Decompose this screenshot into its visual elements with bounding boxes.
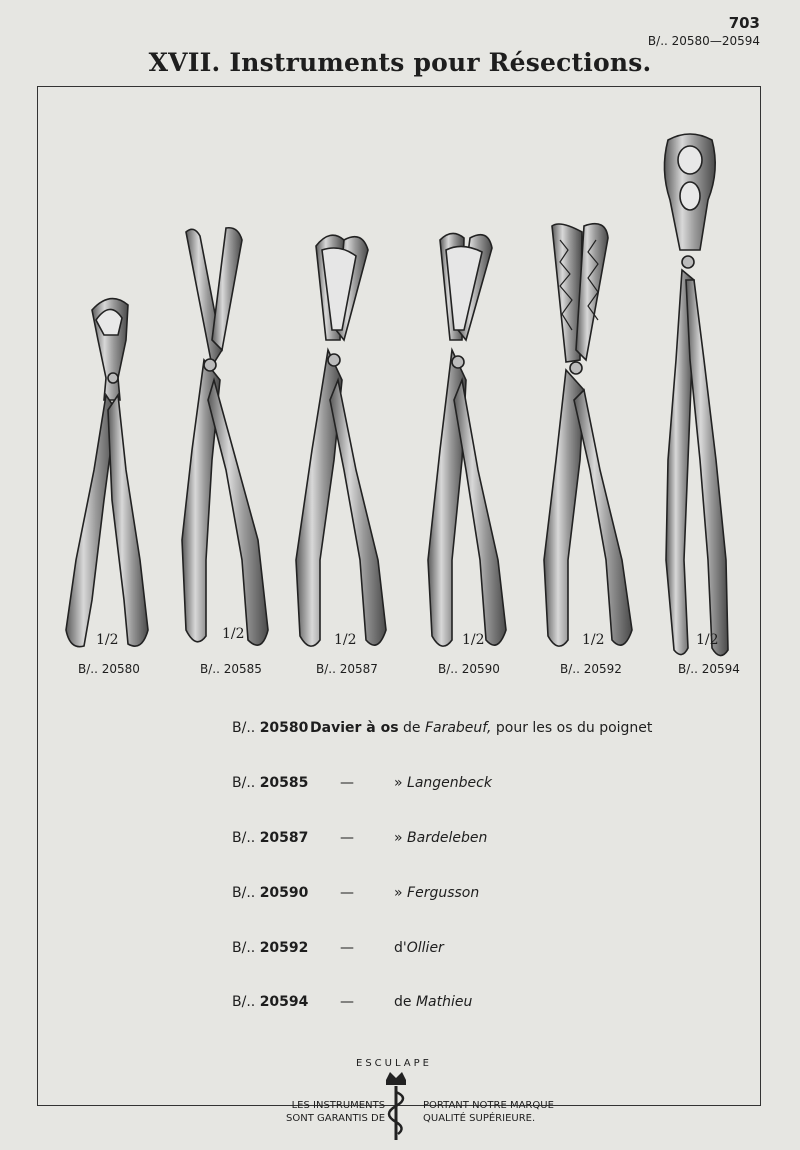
item-author: Farabeuf, bbox=[424, 720, 492, 736]
item-author: Ollier bbox=[406, 940, 444, 956]
ditto-prefix: d' bbox=[394, 940, 407, 956]
instrument-20594 bbox=[664, 134, 728, 656]
ditto-prefix: » bbox=[394, 775, 403, 791]
footer-left-line2: SONT GARANTIS DE bbox=[286, 1113, 386, 1124]
ditto-dash: — bbox=[340, 994, 354, 1010]
ditto-prefix: » bbox=[394, 830, 403, 846]
item-description: pour les os du poignet bbox=[495, 720, 653, 736]
ditto-dash: — bbox=[340, 940, 354, 956]
footer-right bbox=[423, 1099, 554, 1125]
instrument-20590 bbox=[428, 233, 506, 646]
code-prefix: B/.. bbox=[232, 830, 256, 846]
code-number: 20587 bbox=[259, 830, 309, 846]
caption-20585: B/.. 20585 bbox=[200, 662, 262, 676]
caption-20587: B/.. 20587 bbox=[316, 662, 378, 676]
code-prefix: B/.. bbox=[232, 885, 256, 901]
code-number: 20594 bbox=[259, 994, 309, 1010]
item-author: Bardeleben bbox=[407, 830, 488, 846]
code-prefix: B/.. bbox=[232, 994, 256, 1010]
code-prefix: B/.. bbox=[232, 720, 256, 736]
scale-label-20594: 1/2 bbox=[696, 632, 719, 648]
instrument-20592 bbox=[544, 224, 632, 646]
code-number: 20590 bbox=[259, 885, 309, 901]
code-number: 20580 bbox=[259, 720, 309, 736]
item-title: Davier à os bbox=[310, 720, 399, 736]
footer-right-line1: PORTANT NOTRE MARQUE bbox=[423, 1100, 554, 1111]
scale-label-20580: 1/2 bbox=[96, 632, 119, 648]
code-prefix: B/.. bbox=[232, 940, 256, 956]
caption-20592: B/.. 20592 bbox=[560, 662, 622, 676]
ditto-dash: — bbox=[340, 885, 354, 901]
page-title: XVII. Instruments pour Résections. bbox=[148, 48, 652, 77]
scale-label-20585: 1/2 bbox=[222, 626, 245, 642]
item-author: Langenbeck bbox=[407, 775, 492, 791]
footer-right-line2: QUALITÉ SUPÉRIEURE. bbox=[423, 1113, 536, 1124]
brand-name: ESCULAPE bbox=[356, 1058, 432, 1069]
scale-label-20587: 1/2 bbox=[334, 632, 357, 648]
ditto-dash: — bbox=[340, 775, 354, 791]
caption-20594: B/.. 20594 bbox=[678, 662, 740, 676]
ditto-dash: — bbox=[340, 830, 354, 846]
footer-left bbox=[286, 1099, 385, 1125]
scale-label-20592: 1/2 bbox=[582, 632, 605, 648]
caption-20590: B/.. 20590 bbox=[438, 662, 500, 676]
item-de: de bbox=[403, 720, 421, 736]
footer-left-line1: LES INSTRUMENTS bbox=[291, 1100, 386, 1111]
code-number: 20592 bbox=[259, 940, 309, 956]
code-number: 20585 bbox=[259, 775, 309, 791]
instrument-20587 bbox=[296, 235, 386, 646]
instrument-20580 bbox=[66, 299, 148, 647]
caption-20580: B/.. 20580 bbox=[78, 662, 140, 676]
item-author: Mathieu bbox=[415, 994, 473, 1010]
code-prefix: B/.. bbox=[232, 775, 256, 791]
ditto-prefix: » bbox=[394, 885, 403, 901]
page-reference: B/.. 20580—20594 bbox=[647, 34, 760, 48]
page-number: 703 bbox=[728, 14, 760, 32]
ditto-prefix: de bbox=[394, 994, 412, 1010]
item-author: Fergusson bbox=[407, 885, 480, 901]
scale-label-20590: 1/2 bbox=[462, 632, 485, 648]
instrument-20585 bbox=[182, 228, 268, 645]
